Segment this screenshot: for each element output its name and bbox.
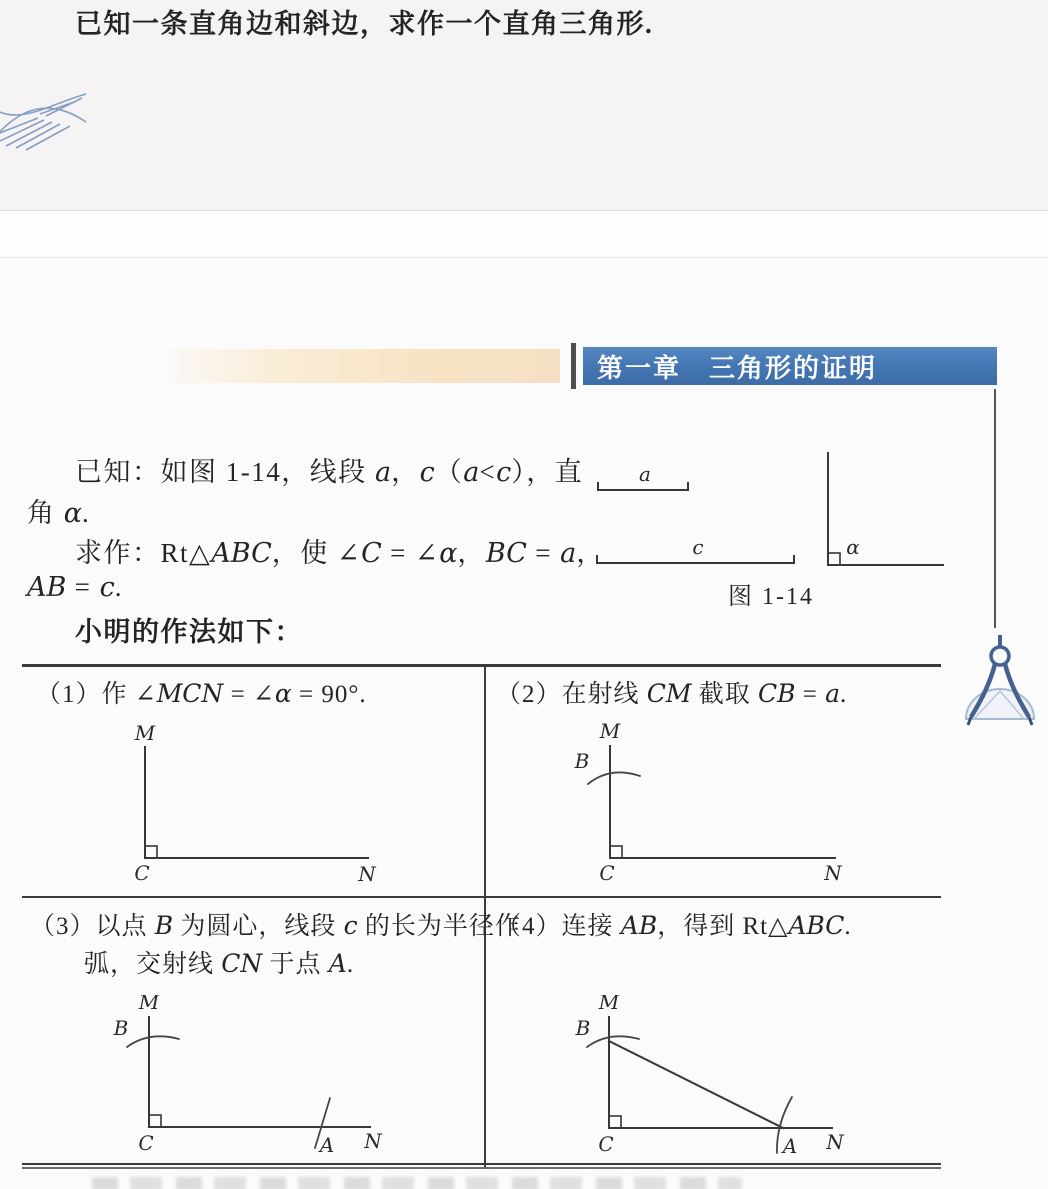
highlight-band [168,349,560,383]
figure-alpha-label: α [846,535,860,559]
diagram-step-3 [80,995,410,1170]
point-label-C: C [599,861,615,885]
task-line-1: 求作：Rt△ABC，使 ∠C = ∠α，BC = a， [75,538,605,569]
step-1-text: （1）作 ∠MCN = ∠α = 90°. [36,679,367,708]
point-label-M: M [138,995,160,1014]
compass-icon [958,633,1042,729]
hypotenuse-AB [609,1041,783,1128]
point-label-N: N [358,862,376,886]
step-3-text-line2: 弧，交射线 CN 于点 A. [84,949,355,978]
point-label-C: C [134,861,150,885]
point-label-M: M [599,719,621,743]
point-label-N: N [824,861,842,885]
point-label-M: M [134,722,156,745]
point-label-A: A [319,1133,335,1157]
method-intro: 小明的作法如下： [75,617,303,647]
step-3-text-line1: （3）以点 B 为圆心，线段 c 的长为半径作 [30,911,521,940]
arc-mark-B [587,1036,639,1047]
chapter-banner-label: 第一章 三角形的证明 [597,352,878,383]
arc-mark-B [127,1036,179,1047]
banner-divider [571,343,576,389]
diagram-step-4 [540,995,880,1170]
point-label-N: N [826,1130,844,1154]
point-label-N: N [364,1129,382,1153]
table-border-top [22,664,941,667]
task-line-2: AB = c. [27,572,123,603]
figure-caption: 图 1-14 [728,584,814,610]
point-label-C: C [138,1131,154,1155]
point-label-M: M [598,995,620,1014]
geometry-sketch-icon [0,88,98,166]
diagram-step-2 [555,718,875,888]
given-line-2: 角 α. [27,498,91,529]
point-label-B: B [575,1016,591,1040]
section-separator [0,211,1048,258]
given-line-1: 已知：如图 1-14，线段 a，c（a<c），直 [75,457,584,488]
point-label-B: B [574,749,590,773]
step-2-text: （2）在射线 CM 截取 CB = a. [496,679,848,708]
point-label-C: C [598,1132,614,1156]
intro-text: 已知一条直角边和斜边，求作一个直角三角形. [75,9,654,39]
point-label-A: A [782,1134,798,1158]
point-label-B: B [113,1016,129,1040]
figure-label-a: a [639,462,651,486]
top-section [0,0,1048,211]
step-4-text: （4）连接 AB，得到 Rt△ABC. [496,911,852,940]
right-angle-mark [828,553,840,565]
cutoff-text-line [92,1177,742,1189]
diagram-step-1 [95,722,405,887]
arc-mark-B [588,772,640,784]
table-divider-horizontal [22,896,941,898]
page-edge-line [994,389,996,628]
figure-label-c: c [692,535,704,559]
chapter-banner [583,347,997,385]
